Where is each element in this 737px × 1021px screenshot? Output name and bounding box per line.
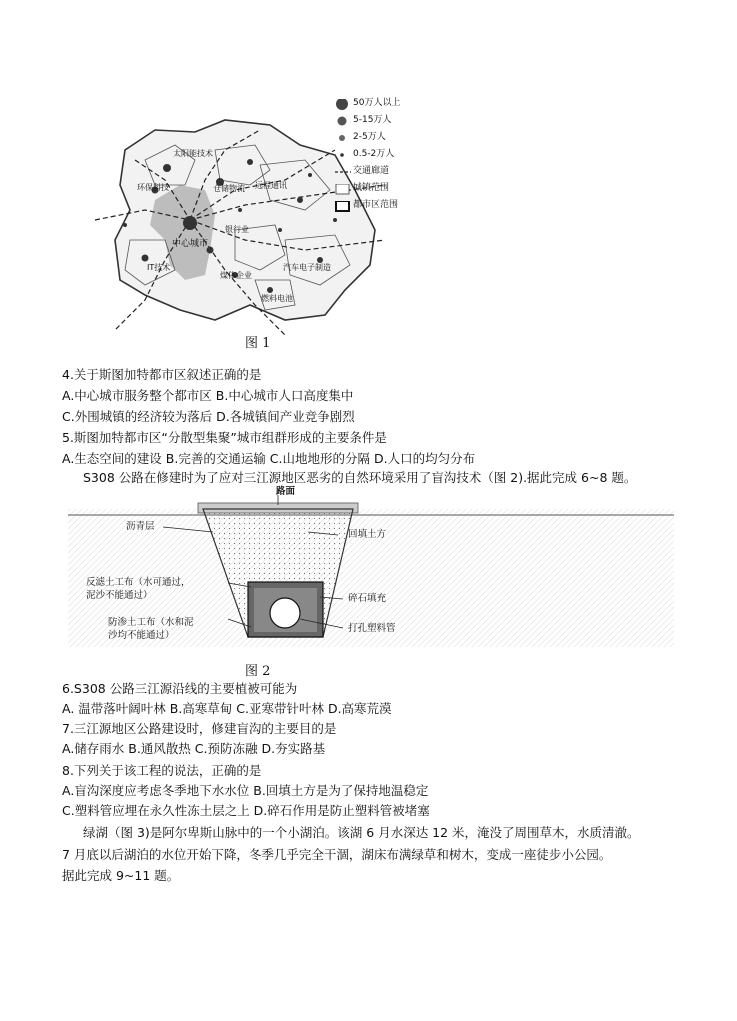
figure-2-diagram bbox=[68, 487, 674, 647]
map-label-it: IT技术 bbox=[147, 263, 171, 272]
map-label-coal: 煤体企业 bbox=[220, 271, 252, 280]
figure-2-caption: 图 2 bbox=[245, 664, 271, 679]
question-6-options: A. 温带落叶阔叶林 B.高寒草甸 C.亚寒带针叶林 D.高寒荒漠 bbox=[62, 701, 392, 716]
question-7: 7.三江源地区公路建设时，修建盲沟的主要目的是 bbox=[62, 721, 337, 736]
bold-box-icon bbox=[335, 201, 351, 213]
legend-label: 交通廊道 bbox=[353, 166, 390, 176]
legend-label: 2-5万人 bbox=[353, 132, 386, 142]
large-dot-icon bbox=[335, 99, 349, 113]
tiny-dot-icon bbox=[335, 150, 349, 164]
question-6: 6.S308 公路三江源沿线的主要植被可能为 bbox=[62, 681, 298, 696]
label-asphalt: 沥青层 bbox=[126, 521, 155, 532]
question-4: 4.关于斯图加特都市区叙述正确的是 bbox=[62, 367, 262, 382]
label-backfill: 回填土方 bbox=[348, 529, 387, 540]
label-pipe: 打孔塑料管 bbox=[348, 623, 396, 634]
legend-item bbox=[335, 113, 400, 130]
outline-box-icon bbox=[335, 184, 351, 196]
map-label-solar: 太阳能技术 bbox=[173, 149, 213, 158]
question-7-options: A.储存雨水 B.通风散热 C.预防冻融 D.夯实路基 bbox=[62, 741, 326, 756]
legend-item bbox=[335, 130, 400, 147]
map-legend bbox=[335, 96, 400, 215]
label-filter-line2: 泥沙不能通过） bbox=[86, 590, 153, 601]
intro-q9-11-line2: 7 月底以后湖泊的水位开始下降，冬季几乎完全干涸，湖床布满绿草和树木，变成一座徒步小公园。 bbox=[62, 847, 612, 862]
intro-q9-11-line3: 据此完成 9~11 题。 bbox=[62, 868, 180, 883]
dashed-line-icon bbox=[335, 167, 351, 179]
label-gravel: 碎石填充 bbox=[348, 593, 387, 604]
label-seep-line1: 防渗土工布（水和泥 bbox=[108, 617, 194, 628]
legend-label: 城镇范围 bbox=[353, 183, 390, 193]
question-8-options-cd: C.塑料管应埋在永久性冻土层之上 D.碎石作用是防止塑料管被堵塞 bbox=[62, 803, 430, 818]
map-label-eco: 环保科技 bbox=[137, 183, 169, 192]
small-dot-icon bbox=[335, 133, 349, 147]
question-5: 5.斯图加特都市区“分散型集聚”城市组群形成的主要条件是 bbox=[62, 430, 387, 445]
map-label-battery: 燃料电池 bbox=[261, 294, 293, 303]
legend-item bbox=[335, 164, 400, 181]
question-8-options-ab: A.盲沟深度应考虑冬季地下水水位 B.回填土方是为了保持地温稳定 bbox=[62, 783, 429, 798]
legend-item bbox=[335, 147, 400, 164]
map-label-bank: 银行业 bbox=[225, 225, 249, 234]
legend-item bbox=[335, 96, 400, 113]
question-4-options-cd: C.外围城镇的经济较为落后 D.各城镇间产业竞争剧烈 bbox=[62, 409, 355, 424]
legend-item bbox=[335, 181, 400, 198]
legend-label: 0.5-2万人 bbox=[353, 149, 395, 159]
label-seep-line2: 沙均不能通过） bbox=[108, 630, 175, 641]
map-label-logistics: 仓储物流 bbox=[213, 184, 245, 193]
question-5-options: A.生态空间的建设 B.完善的交通运输 C.山地地形的分隔 D.人口的均匀分布 bbox=[62, 451, 476, 466]
intro-q6-8: S308 公路在修建时为了应对三江源地区恶劣的自然环境采用了盲沟技术（图 2).据此完成 6~8 题。 bbox=[83, 470, 637, 485]
legend-label: 都市区范围 bbox=[353, 200, 399, 210]
label-road-surface: 路面 bbox=[276, 486, 296, 497]
map-label-center: 中心城市 bbox=[172, 239, 209, 249]
question-4-options-ab: A.中心城市服务整个都市区 B.中心城市人口高度集中 bbox=[62, 388, 354, 403]
map-label-distance: 远程通讯 bbox=[255, 181, 287, 190]
intro-q9-11-line1: 绿湖（图 3)是阿尔卑斯山脉中的一个小湖泊。该湖 6 月水深达 12 米，淹没了周围草木，水质清澈。 bbox=[83, 825, 640, 840]
legend-item bbox=[335, 198, 400, 215]
figure-1-caption: 图 1 bbox=[245, 336, 271, 351]
map-label-auto: 汽车电子制造 bbox=[283, 263, 331, 272]
medium-dot-icon bbox=[335, 116, 349, 130]
label-filter-line1: 反滤土工布（水可通过， bbox=[86, 577, 191, 588]
legend-label: 50万人以上 bbox=[353, 98, 401, 108]
legend-label: 5-15万人 bbox=[353, 115, 392, 125]
question-8: 8.下列关于该工程的说法，正确的是 bbox=[62, 763, 262, 778]
